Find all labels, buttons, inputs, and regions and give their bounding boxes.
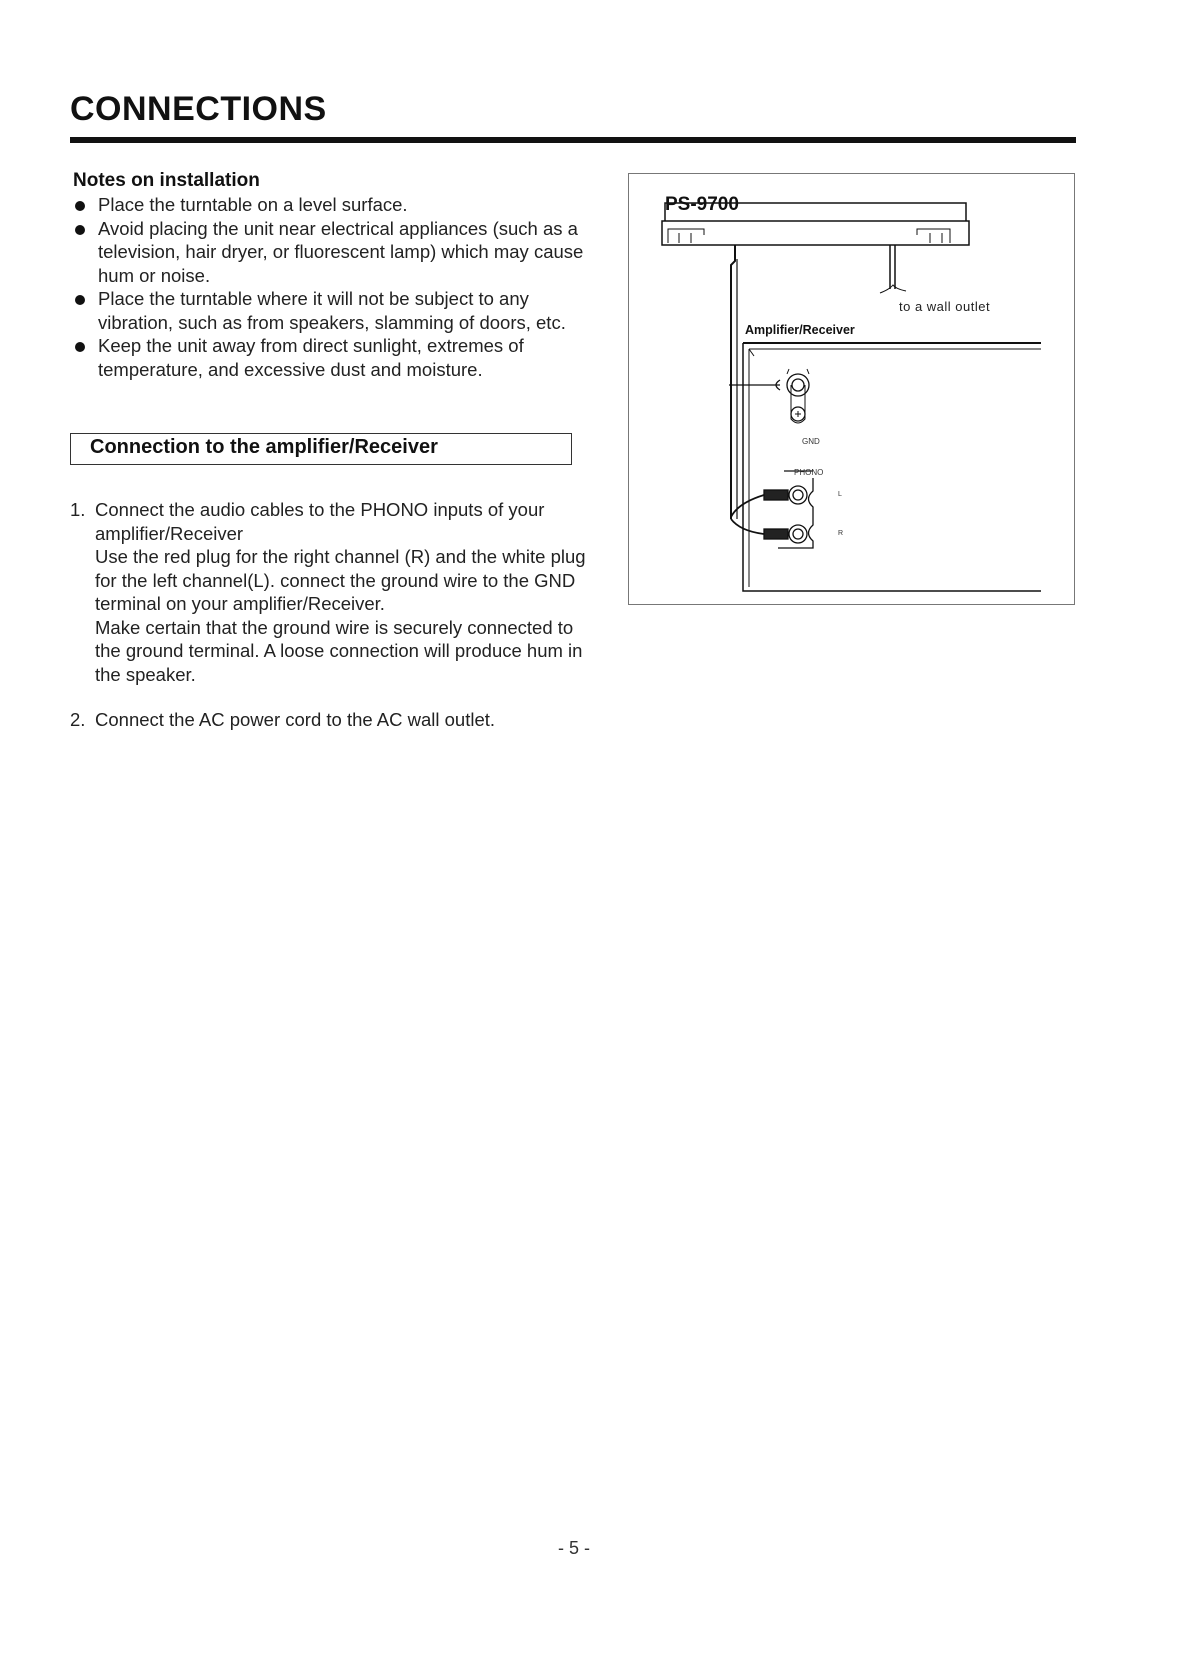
gnd-terminal (729, 369, 809, 423)
note-text: Place the turntable on a level surface. (98, 194, 408, 215)
bullet-icon (75, 295, 85, 305)
page-title: CONNECTIONS (70, 90, 327, 128)
notes-list (73, 193, 593, 381)
list-item (73, 217, 593, 288)
bullet-icon (75, 342, 85, 352)
figure-gnd-label: GND (802, 437, 820, 446)
step-item (70, 708, 590, 732)
figure-amplifier-label: Amplifier/Receiver (745, 323, 855, 337)
step-text: Connect the AC power cord to the AC wall outlet. (95, 709, 496, 730)
bullet-icon (75, 201, 85, 211)
title-rule (70, 137, 1076, 143)
note-text: Avoid placing the unit near electrical appliances (such as a television, hair dryer, or fluorescent lamp) which may cause hum or noise. (98, 217, 584, 286)
step-number: 2. (70, 709, 86, 730)
list-item (73, 193, 593, 217)
audio-cable (731, 245, 737, 519)
note-text: Place the turntable where it will not be subject to any vibration, such as from speakers, slamming of doors, etc. (98, 288, 566, 333)
list-item (73, 334, 593, 381)
connection-diagram-drawing (628, 173, 1075, 605)
power-cord (880, 245, 906, 293)
list-item (73, 287, 593, 334)
figure-phono-label: PHONO (794, 468, 824, 477)
step-number: 1. (70, 499, 86, 520)
section-title: Connection to the amplifier/Receiver (90, 436, 438, 458)
page-number: - 5 - (558, 1538, 591, 1558)
step-item (70, 498, 590, 686)
note-text: Keep the unit away from direct sunlight, extremes of temperature, and excessive dust and moisture. (98, 335, 524, 380)
figure-right-label: R (838, 530, 844, 537)
figure-model-label: PS-9700 (665, 194, 739, 215)
bullet-icon (75, 225, 85, 235)
notes-heading: Notes on installation (73, 170, 260, 191)
figure-outlet-label: to a wall outlet (899, 299, 991, 314)
steps-list (70, 498, 590, 732)
figure-left-label: L (838, 491, 842, 498)
step-text: Connect the audio cables to the PHONO inputs of your amplifier/Receiver Use the red plug for the right channel (R) and the white plug for the left channel(L). connect the ground wire to the GND terminal on your amplifier/Receiver. Make certain that the ground wire is securely connected to the ground terminal. A loose connection will produce hum in the speaker. (95, 499, 586, 685)
